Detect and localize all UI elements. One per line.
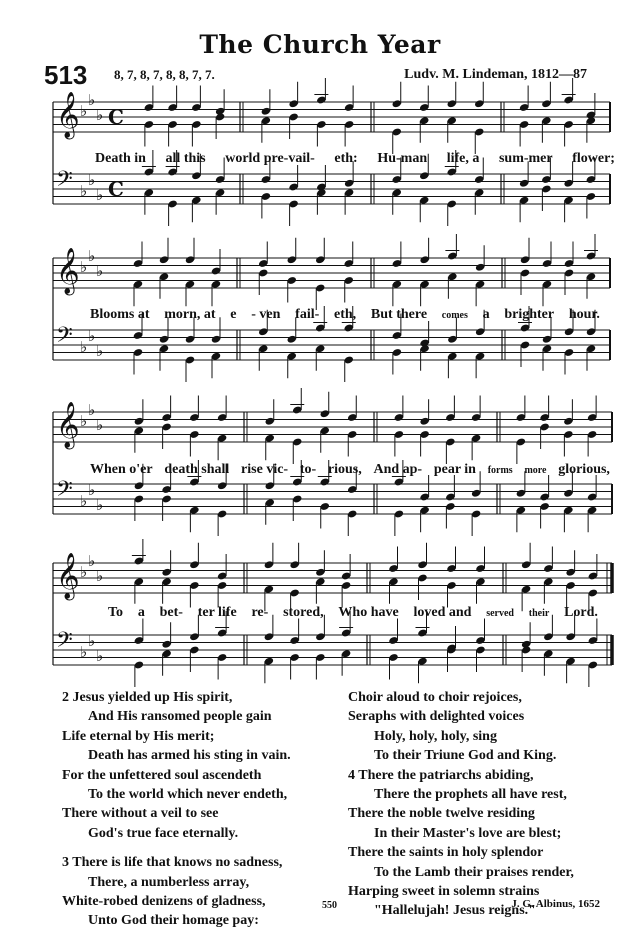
hymn-meter: 8, 7, 8, 7, 8, 8, 7, 7. — [114, 67, 215, 82]
lyric-syllable: e — [230, 307, 237, 322]
lyric-syllable: more — [524, 465, 547, 476]
bass-clef: 𝄢 — [56, 628, 73, 658]
lyric-syllable: ter life — [197, 605, 237, 620]
flat-sign: ♭ — [88, 632, 96, 650]
flat-sign: ♭ — [88, 171, 96, 189]
verse-2 — [62, 688, 291, 843]
lyric-syllable: pear in — [433, 462, 476, 477]
flat-sign: ♭ — [80, 412, 88, 430]
lyric-syllable: flower; — [572, 151, 615, 166]
flat-sign: ♭ — [88, 401, 96, 419]
author-credit: J. G. Albinus, 1652 — [511, 898, 600, 910]
lyric-syllable: death shall — [164, 462, 230, 477]
flat-sign: ♭ — [96, 186, 104, 204]
flat-sign: ♭ — [80, 102, 88, 120]
verse-line: In their Master's love are blest; — [374, 825, 562, 841]
lyric-syllable: their — [528, 608, 550, 619]
lyric-syllable: re- — [251, 605, 269, 620]
lyric-syllable: Blooms at — [90, 307, 150, 322]
treble-clef: 𝄞 — [56, 92, 80, 138]
verse-line: There the noble twelve residing — [348, 806, 535, 822]
lyric-syllable: eth, — [334, 307, 357, 322]
verse-line: 2 Jesus yielded up His spirit, — [62, 690, 233, 705]
lyric-syllable: comes — [441, 310, 468, 321]
lyric-syllable: bet- — [159, 605, 183, 620]
lyric-syllable: morn, at — [164, 307, 216, 322]
verse-line: To the world which never endeth, — [88, 787, 288, 803]
treble-clef: 𝄞 — [56, 248, 80, 294]
section-title: The Church Year — [199, 30, 441, 59]
flat-sign: ♭ — [88, 327, 96, 345]
verses-left-column — [62, 688, 291, 931]
lyric-syllable: served — [486, 608, 514, 619]
verse-line: To their Triune God and King. — [374, 748, 557, 764]
lyric-syllable: To — [108, 605, 124, 620]
verse-line: Death has armed his sting in vain. — [88, 748, 291, 764]
verse-line: There without a veil to see — [62, 806, 219, 822]
verse-line: There the saints in holy splendor — [348, 845, 544, 861]
lyric-syllable: Who have — [338, 605, 399, 620]
verse-line: God's true face eternally. — [88, 825, 239, 841]
lyric-syllable: Lord. — [564, 605, 598, 620]
flat-sign: ♭ — [88, 481, 96, 499]
flat-sign: ♭ — [80, 182, 88, 200]
verse-line: White-robed denizens of gladness, — [62, 894, 266, 910]
verse-line: Unto God their homage pay: — [88, 913, 259, 929]
lyric-syllable: - ven — [251, 307, 281, 322]
lyric-syllable: stored, — [283, 605, 324, 620]
flat-sign: ♭ — [96, 567, 104, 585]
flat-sign: ♭ — [96, 416, 104, 434]
verse-line: There, a numberless array, — [88, 874, 250, 890]
lyric-syllable: Death in — [95, 151, 146, 166]
verse-line: Seraphs with delighted voices — [348, 709, 525, 725]
flat-sign: ♭ — [96, 647, 104, 665]
lyric-syllable: brighter — [504, 307, 555, 322]
treble-clef: 𝄞 — [56, 553, 80, 599]
bass-clef: 𝄢 — [56, 477, 73, 507]
flat-sign: ♭ — [96, 106, 104, 124]
flat-sign: ♭ — [80, 563, 88, 581]
page-number: 550 — [322, 900, 337, 911]
flat-sign: ♭ — [88, 91, 96, 109]
lyric-syllable: When o'er — [90, 462, 153, 477]
lyric-syllable: rise vic- — [241, 462, 289, 477]
lyric-syllable: a — [482, 307, 490, 322]
flat-sign: ♭ — [80, 258, 88, 276]
verse-line: "Hallelujah! Jesus reigns." — [374, 903, 536, 919]
lyric-syllable: rious, — [327, 462, 362, 477]
flat-sign: ♭ — [96, 342, 104, 360]
verse-line: 3 There is life that knows no sadness, — [62, 855, 283, 871]
lyric-line-2 — [90, 307, 600, 325]
lyric-line-4 — [108, 605, 598, 623]
verse-line: And His ransomed people gain — [88, 709, 272, 725]
verse-line: For the unfettered soul ascendeth — [62, 767, 262, 783]
lyric-syllable: But there — [370, 307, 428, 322]
flat-sign: ♭ — [96, 496, 104, 514]
verse-line: 4 There the patriarchs abiding, — [348, 767, 534, 783]
bass-clef: 𝄢 — [56, 323, 73, 353]
lyric-syllable: forms — [487, 465, 513, 476]
verse-line: To the Lamb their praises render, — [374, 864, 574, 880]
lyric-line-3 — [90, 462, 610, 480]
flat-sign: ♭ — [80, 338, 88, 356]
treble-clef: 𝄞 — [56, 402, 80, 448]
lyric-syllable: world pre-vail- — [225, 151, 315, 166]
flat-sign: ♭ — [96, 262, 104, 280]
verse-line: There the prophets all have rest, — [374, 787, 567, 803]
flat-sign: ♭ — [80, 643, 88, 661]
verses-right-column — [348, 688, 574, 921]
lyric-syllable: loved and — [413, 605, 472, 620]
verse-line: Holy, holy, holy, sing — [374, 728, 497, 744]
verse-3-part-2 — [348, 688, 574, 766]
lyric-line-1 — [95, 151, 615, 169]
verse-line: Choir aloud to choir rejoices, — [348, 690, 522, 705]
hymn-number: 513 — [44, 60, 88, 90]
lyric-syllable: life, a — [446, 151, 480, 166]
verse-line: Life eternal by His merit; — [62, 728, 215, 744]
lyric-syllable: a — [137, 605, 145, 620]
lyric-syllable: to- — [299, 462, 317, 477]
lyric-syllable: hour. — [568, 307, 600, 322]
lyric-syllable: glorious, — [558, 462, 610, 477]
lyric-syllable: Hu-man — [377, 151, 428, 166]
time-signature: C — [108, 105, 124, 129]
verse-line: Harping sweet in solemn strains — [348, 884, 540, 900]
time-signature: C — [108, 177, 124, 201]
verse-3-part-1 — [62, 853, 291, 931]
flat-sign: ♭ — [88, 247, 96, 265]
lyric-syllable: And ap- — [373, 462, 423, 477]
flat-sign: ♭ — [80, 492, 88, 510]
bass-clef: 𝄢 — [56, 167, 73, 197]
lyric-syllable: fail- — [295, 307, 320, 322]
lyric-syllable: sum-mer — [498, 151, 553, 166]
composer-credit: Ludv. M. Lindeman, 1812—87 — [404, 67, 587, 82]
flat-sign: ♭ — [88, 552, 96, 570]
lyric-syllable: eth: — [334, 151, 358, 166]
lyric-syllable: all this — [165, 151, 206, 166]
